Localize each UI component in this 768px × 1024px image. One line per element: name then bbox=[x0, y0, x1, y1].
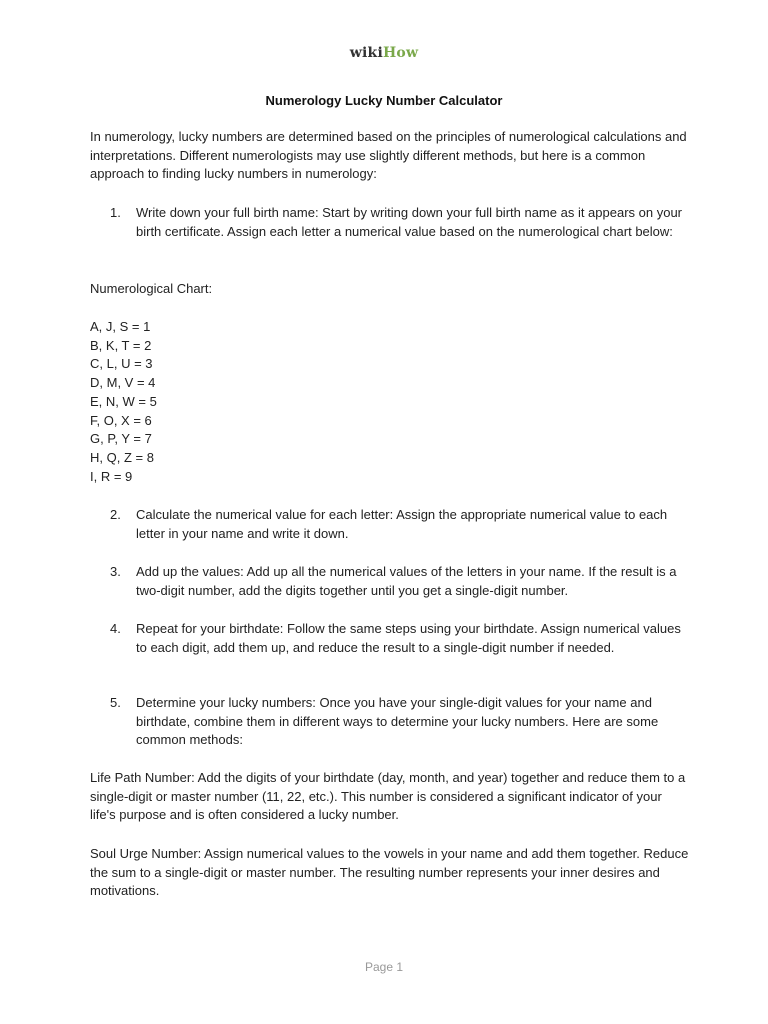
chart-line: I, R = 9 bbox=[90, 468, 133, 484]
chart-line: A, J, S = 1 bbox=[90, 319, 151, 334]
list-text: Write down your full birth name: Start by writing down your full birth name as it appears on your birth certificate. Assign each letter a numerical value based on the numerological chart below: bbox=[136, 205, 683, 239]
list-text: Determine your lucky numbers: Once you have your single-digit values for your name and birthdate, combine them in different ways to determine your lucky numbers. Here are some common methods: bbox=[136, 695, 659, 748]
soul-urge-paragraph: Soul Urge Number: Assign numerical values to the vowels in your name and add them together. Reduce the sum to a single-digit or master number. The resulting number represents your inner desires and motivations. bbox=[90, 846, 689, 899]
chart-line: C, L, U = 3 bbox=[90, 356, 153, 372]
numerology-chart-list bbox=[90, 318, 157, 486]
intro-paragraph: In numerology, lucky numbers are determined based on the principles of numerological calculations and interpretations. Different numerologists may use slightly different methods, but here is a common approach to finding lucky numbers in numerology: bbox=[90, 129, 687, 182]
list-text: Calculate the numerical value for each letter: Assign the appropriate numerical value to each letter in your name and write it down. bbox=[136, 507, 668, 541]
list-text: Add up the values: Add up all the numerical values of the letters in your name. If the result is a two-digit number, add the digits together until you get a single-digit number. bbox=[136, 564, 677, 598]
logo-how-text: How bbox=[382, 45, 419, 61]
list-number: 4. bbox=[110, 621, 121, 636]
page-title: Numerology Lucky Number Calculator bbox=[265, 93, 503, 108]
chart-line: E, N, W = 5 bbox=[90, 393, 157, 409]
list-number: 3. bbox=[110, 564, 121, 579]
list-number: 5. bbox=[110, 695, 121, 710]
chart-heading: Numerological Chart: bbox=[90, 281, 213, 296]
page-number: Page 1 bbox=[364, 960, 404, 974]
list-number: 2. bbox=[110, 507, 121, 522]
chart-line: D, M, V = 4 bbox=[90, 375, 156, 391]
wikihow-logo bbox=[0, 45, 768, 61]
life-path-paragraph: Life Path Number: Add the digits of your birthdate (day, month, and year) together and reduce them to a single-digit or master number (11, 22, etc.). This number is considered a significant indicator of your life's purpose and is often considered a lucky number. bbox=[90, 770, 686, 823]
chart-line: G, P, Y = 7 bbox=[90, 431, 152, 447]
chart-line: F, O, X = 6 bbox=[90, 412, 152, 428]
list-text: Repeat for your birthdate: Follow the same steps using your birthdate. Assign numerical values to each digit, add them up, and reduce the result to a single-digit number if needed. bbox=[136, 621, 681, 655]
logo-wiki-text: wiki bbox=[349, 45, 383, 61]
list-number: 1. bbox=[110, 205, 121, 220]
chart-line: B, K, T = 2 bbox=[90, 337, 152, 353]
chart-line: H, Q, Z = 8 bbox=[90, 449, 154, 465]
